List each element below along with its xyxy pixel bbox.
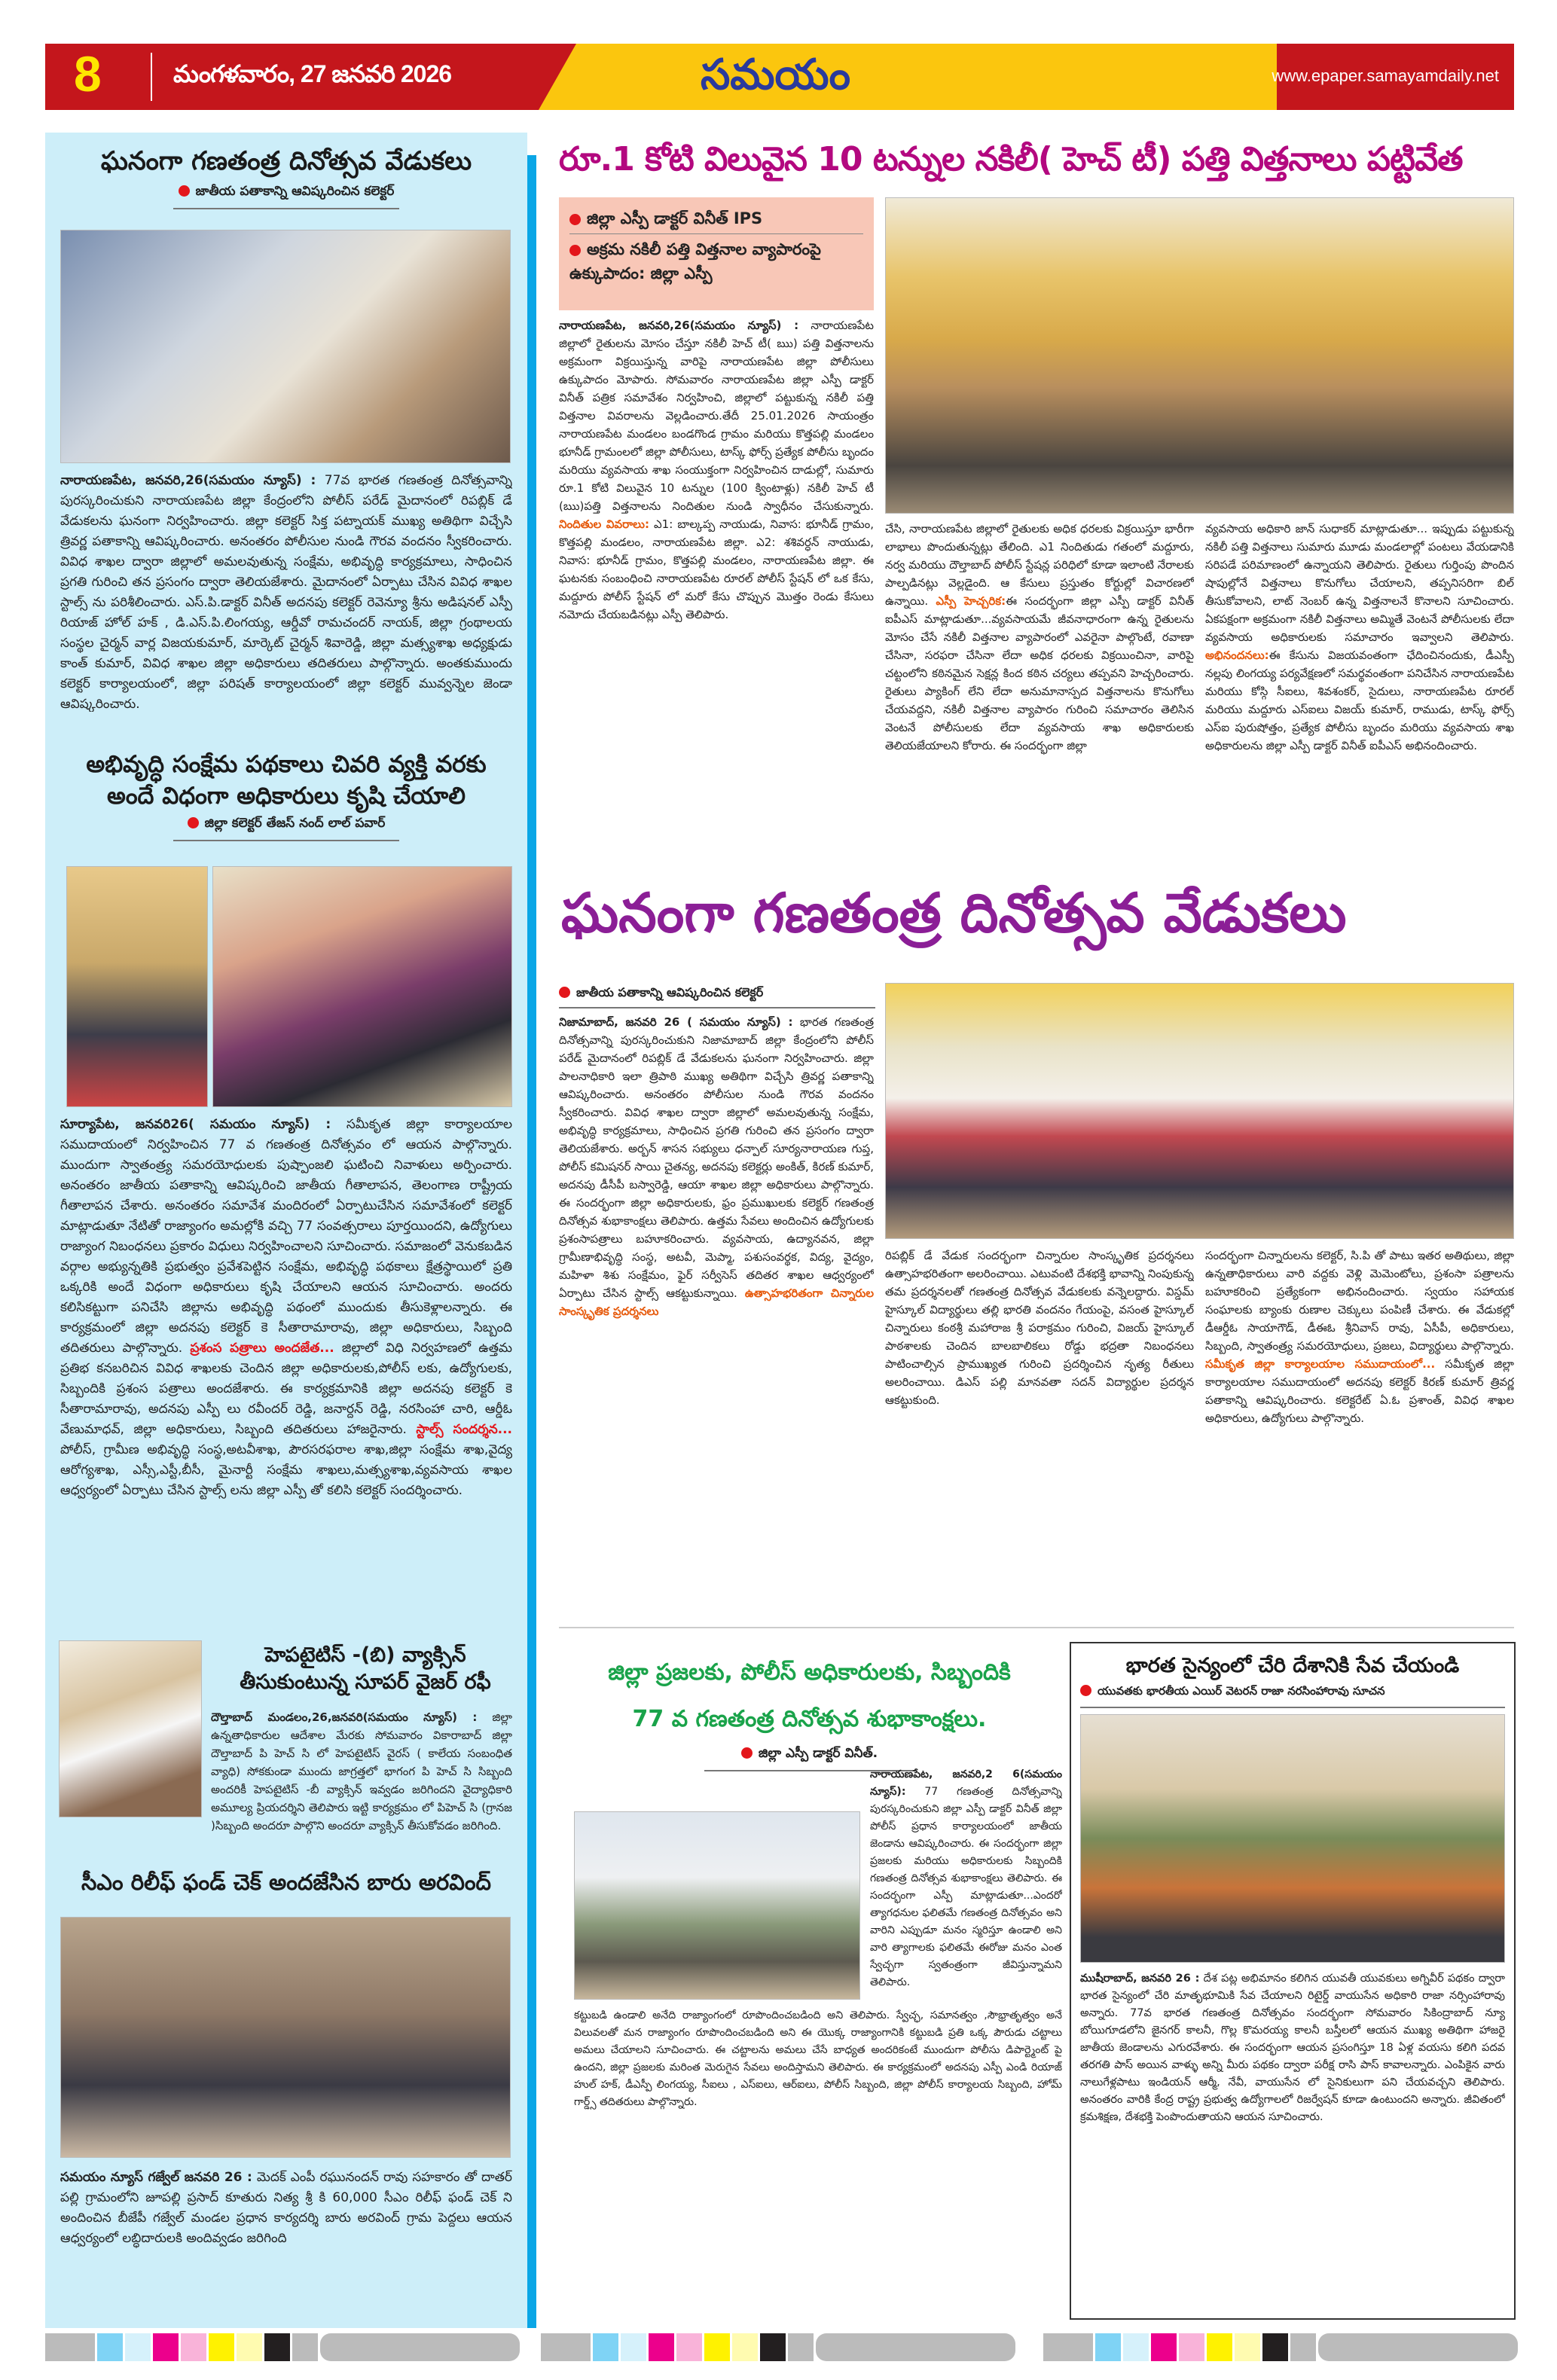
column-divider [527, 155, 536, 2328]
headline-line2: తీసుకుంటున్న సూపర్ వైజర్ రఫీ [240, 1671, 491, 1695]
section-highlight: సమీకృత జిల్లా కార్యాలయాల సముదాయంలో... [1205, 1357, 1436, 1371]
newspaper-logo: సమయం [701, 50, 850, 98]
bullet-icon [559, 987, 570, 998]
article-body: సమీకృత జిల్లా కార్యాలయాల సముదాయంలో అదనపు కలెక్టర్ కిరణ్ కుమార్ త్రివర్ణ పతాకాన్ని ఆవిష్కరించారు. కలెక్టరేట్ ఏ.ఓ ప్రశాంత్, వివిధ శాఖల అధికారులు, ఉద్యోగులు పాల్గొన్నారు. [1205, 1357, 1514, 1425]
lead-highlight-box [559, 197, 874, 310]
second-headline: ఘనంగా గణతంత్ర దినోత్సవ వేడుకలు [561, 881, 1347, 944]
subheadline: జాతీయ పతాకాన్ని ఆవిష్కరించిన కలెక్టర్ [195, 183, 395, 199]
dateline: నారాయణపేట, జనవరి,26(సమయం న్యూస్) : [559, 319, 799, 332]
article-body: జిల్లాలో విధి నిర్వహణలో ఉత్తమ ప్రతిభ కనబరిచిన వివిధ శాఖలకు చెందిన జిల్లా అధికారులకు,పోలీస్ లకు, ఉద్యోగులకు, సిబ్బందికి ప్రశంస పత్రాలు అందజేశారు. ఈ కార్యక్రమానికి జిల్లా అదనపు కలెక్టర్ కె సీతారామారావు, అదనపు ఎస్పీ లు రవీందర్ రెడ్డి, జనార్దన్ రెడ్డి, నరసింహా చారి, ఆర్డీఓ వేణుమాధవ్, జిల్లా అధికారులు, సిబ్బంది తదితరులు హాజరైనారు. [60, 1341, 512, 1437]
dateline: ముషీరాబాద్, జనవరి 26 : [1080, 1973, 1200, 1985]
article-body: ఎ1: బాల్కప్ప నాయుడు, నివాస: భూనీడ్ గ్రామం, కొత్తపల్లి మండలం, నారాయణపేట జిల్లా. ఎ2: శశివర్ధన్ నాయుడు, నివాస: భూనీడ్ గ్రామం, కొత్తపల్లి మండలం, నారాయణపేట జిల్లా. ఈ ఘటనకు సంబంధించి నారాయణపేట రూరల్ పోలీస్ స్టేషన్ లో ఒక కేసు, మద్దూరు పోలీస్ స్టేషన్ లో మరో కేసు చొప్పున మొత్తం రెండు కేసులు నమోదు చేయబడినట్లు ఎస్పీ తెలిపారు. [559, 517, 874, 621]
divider [559, 1007, 875, 1008]
article-body: సమీకృత జిల్లా కార్యాలయాల సముదాయంలో నిర్వహించిన 77 వ గణతంత్ర దినోత్సవం లో ఆయన పాల్గొన్నారు. ముందుగా స్వాతంత్ర్య సమరయోధులకు పుష్పాంజలి ఘటించి నివాళులు అర్పించారు. అనంతరం జాతీయ పతాకాన్ని ఆవిష్కరించి జాతీయ గీతాలాపన, తెలంగాణ రాష్ట్రీయ గీతాలాపన చేశారు. అనంతరం సమావేశ మందిరంలో ఏర్పాటుచేసిన సమావేశంలో కలెక్టర్ మాట్లాడుతూ నేటితో రాజ్యాంగం అమల్లోకి వచ్చి 77 సంవత్సరాలు పూర్తయిందని, ఉద్యోగులు రాజ్యాంగ నిబంధనలు ప్రకారం విధులు నిర్వహించాలని సూచించారు. సమాజంలో వెనుకబడిన వర్గాల అభ్యున్నతికి ప్రభుత్వం ప్రవేశపెట్టిన సంక్షేమ, అభివృద్ధి పథకాలు క్షేత్రస్థాయిలో ప్రతి ఒక్కరికి అందే విధంగా అధికారులు కృషి చేయాలని ఆయన సూచించారు. అందరు కలిసికట్టుగా పనిచేసి జిల్లాను అభివృద్ధి పథంలో ముందుకు తీసుకెళ్లాలన్నారు. ఈ కార్యక్రమంలో జిల్లా అదనపు కలెక్టర్ కె సీతారామారావు, జిల్లా అధికారులు, సిబ్బంది తదితరులు పాల్గొన్నారు. [60, 1117, 512, 1356]
article-body: జిల్లా ఉన్నతాధికారుల ఆదేశాల మేరకు సోమవారం వికారాబాద్ జిల్లా దౌల్తాబాద్ పి హెచ్ సి లో హెపటైటిస్ వైరస్ ( కాలేయ సంబంధిత వ్యాధి) సోకకుండా ముందు జాగ్రత్తలో భాగంగ పి హెచ్ సి సిబ్బంది అందరికీ హెపటైటిస్ -బీ వ్యాక్సిన్ ఇవ్వడం జరిగిందని వైద్యాధికారి అమూల్య ప్రియదర్శిని తెలిపారు ఇట్టి కార్యక్రమం లో పిహెచ్ సి (గ్రానజ )సిబ్బంది అందరూ పాల్గొని అందరూ వ్యాక్సిన్ తీసుకోవడం జరిగింది. [211, 1710, 512, 1832]
dateline: నారాయణపేట, జనవరి,2 6(సమయం న్యూస్): [870, 1768, 1062, 1798]
dateline: దౌల్తాబాద్ మండలం,26,జనవరి(సమయం న్యూస్) : [211, 1710, 478, 1724]
photo-certificate-presentation [212, 866, 512, 1107]
print-registration-bar [1043, 2333, 1518, 2361]
section-highlight: నిందితుల వివరాలు: [559, 517, 649, 531]
highlight-point: అక్రమ నకిలీ పత్తి విత్తనాల వ్యాపారంపై ఉక్కుపాదం: జిల్లా ఎస్పీ [569, 240, 821, 282]
section-highlight: ఎస్పీ హెచ్చరిక: [936, 594, 1006, 608]
article-body: పోలీస్, గ్రామీణ అభివృద్ధి సంస్థ,అటవీశాఖ, పౌరసరఫరాల శాఖ,జిల్లా సంక్షేమ శాఖ,వైద్య ఆరోగ్యశాఖ, ఎస్సీ,ఎస్టీ,బీసీ, మైనార్టీ సంక్షేమ శాఖలు,మత్స్యశాఖ,వ్యవసాయ శాఖల ఆధ్వర్యంలో ఏర్పాటు చేసిన స్టాల్స్ లను జిల్లా ఎస్పీ తో కలిసి కలెక్టర్ సందర్శించారు. [60, 1442, 512, 1498]
print-registration-bar [541, 2333, 1015, 2361]
article-body: 77వ భారత గణతంత్ర దినోత్సవాన్ని పురస్కరించుకుని నారాయణపేట జిల్లా కేంద్రంలోని పోలీస్ పరేడ్ మైదానంలో రిపబ్లిక్ డే వేడుకలను ఘనంగా నిర్వహించారు. జిల్లా కలెక్టర్ సిక్త పట్నాయక్ ముఖ్య అతిథిగా విచ్చేసి త్రివర్ణ పతాకాన్ని ఆవిష్కరించారు. అనంతరం పోలీసుల నుండి గౌరవ వందనం స్వీకరించారు. వివిధ శాఖల ద్వారా జిల్లాలో అమలవుతున్న సంక్షేమ, అభివృద్ధి కార్యక్రమాలు, సాధించిన ప్రగతి గురించి తన ప్రసంగం ద్వారా తెలియజేశారు. మైదానంలో ఏర్పాటు చేసిన వివిధ శాఖల స్టాల్స్ ను పరిశీలించారు. ఎస్.పి.డాక్టర్ వినీత్ అదనపు కలెక్టర్ రెవెన్యూ శ్రీను అడిషనల్ ఎస్పీ రియాజ్ హోల్ హక్ , డి.ఎస్.పి.లింగయ్య, ఆర్డీవో రామచందర్ నాయక్, జిల్లా గ్రంథాలయ సంస్థల చైర్మన్ వార్ల విజయకుమార్, మార్కెట్ చైర్మన్ శివారెడ్డి, జిల్లా మత్స్యశాఖ అధ్యక్షుడు కాంత్ కుమార్, వివిధ శాఖల జిల్లా అధికారులు తదితరులు పాల్గొన్నారు. అంతకుముందు కలెక్టర్ కార్యాలయంలో, జిల్లా పరిషత్ కార్యాలయంలో జిల్లా కలెక్టర్ మువ్వన్నెల జెండా ఆవిష్కరించారు. [60, 473, 512, 712]
epaper-link[interactable]: www.epaper.samayamdaily.net [1272, 66, 1499, 85]
article-body: భారత గణతంత్ర దినోత్సవాన్ని పురస్కరించుకుని నిజామాబాద్ జిల్లా కేంద్రంలోని పోలీస్ పరేడ్ మైదానంలో రిపబ్లిక్ డే వేడుకలను ఘనంగా నిర్వహించారు. జిల్లా పాలనాధికారి ఇలా త్రిపాఠి ముఖ్య అతిథిగా విచ్చేసి త్రివర్ణ పతాకాన్ని ఆవిష్కరించారు. అనంతరం పోలీసుల నుండి గౌరవ వందనం స్వీకరించారు. వివిధ శాఖల ద్వారా జిల్లాలో అమలవుతున్న సంక్షేమ, అభివృద్ధి కార్యక్రమాలు, సాధించిన ప్రగతి గురించి తన ప్రసంగం ద్వారా తెలియజేశారు. అర్బన్ శాసన సభ్యులు ధన్పాల్ సూర్యనారాయణ గుప్త, పోలీస్ కమిషనర్ సాయి చైతన్య, అదనపు కలెక్టర్లు అంకిత్, కిరణ్ కుమార్, అదనపు డీసీపీ బస్వారెడ్డి, ఆయా శాఖల జిల్లా అధికారులు పాల్గొన్నారు. ఈ సందర్భంగా జిల్లా అధికారులకు, ఫ్రం ప్రముఖులకు కలెక్టర్ గణతంత్ర దినోత్సవ శుభాకాంక్షలు తెలిపారు. ఉత్తమ సేవలు అందించిన ఉద్యోగులకు ప్రశంసాపత్రాలు బహూకరించారు. వ్యవసాయ, ఉద్యానవన, జిల్లా గ్రామీణాభివృద్ధి సంస్థ, అటవీ, మెప్మా, పశుసంవర్థక, విద్య, వైద్యం, మహిళా శిశు సంక్షేమం, ఫైర్ సర్వీసెస్ తదితర శాఖల ఆధ్వర్యంలో ఏర్పాటు చేసిన స్టాల్స్ ఆకట్టుకున్నాయి. [559, 1015, 874, 1300]
article-body: 77 గణతంత్ర దినోత్సవాన్ని పురస్కరించుకుని జిల్లా ఎస్పీ డాక్టర్ వినీత్ జిల్లా పోలీస్ ప్రధాన కార్యాలయంలో జాతీయ జెండాను ఆవిష్కరించారు. ఈ సందర్భంగా జిల్లా ప్రజలకు మరియు అధికారులకు సిబ్బందికి గణతంత్ర దినోత్సవ శుభాకాంక్షలు తెలిపారు. ఈ సందర్భంగా ఎస్పీ మాట్లాడుతూ...ఎందరో త్యాగధనుల ఫలితమే గణతంత్ర దినోత్సవం అని వారిని ఎప్పుడూ మనం స్మరిస్తూ ఉండాలి అని వారి త్యాగాలకు ఫలితమే ఈరోజు మనం ఎంత స్వేచ్ఛగా స్వతంత్రంగా జీవిస్తున్నామని తెలిపారు. [870, 1786, 1062, 1988]
subheadline: జాతీయ పతాకాన్ని ఆవిష్కరించిన కలెక్టర్ [576, 985, 764, 999]
headline-cm-relief-fund: సీఎం రిలీఫ్ ఫండ్ చెక్ అందజేసిన బారు అరవింద్ [81, 1869, 492, 1895]
photo-flag-hoisting [60, 230, 511, 463]
headline-line2: 77 వ గణతంత్ర దినోత్సవ శుభాకాంక్షలు. [632, 1706, 987, 1732]
bullet-icon [179, 185, 190, 197]
article-join-army [1070, 1642, 1516, 2320]
subheadline: జిల్లా ఎస్పీ డాక్టర్ వినీత్. [758, 1746, 878, 1761]
section-highlight: ప్రశంస పత్రాలు అందజేత... [190, 1341, 334, 1356]
article-body: దేశ పట్ల అభిమానం కలిగిన యువతీ యువకులు అగ్నివీర్ పథకం ద్వారా భారత సైన్యంలో చేరి మాతృభూమికి సేవ చేయాలని రిటైర్డ్ వాయుసేన అధికారి రాజా నర్సింహారావు అన్నారు. 77వ భారత గణతంత్ర దినోత్సవం సందర్భంగా సోమవారం సికింద్రాబాద్ న్యూ బోయిగూడలోని జైనగర్ కాలనీ, గొల్ల కొమరయ్య కాలనీ బస్తీలలో ఆయన ముఖ్య అతిథిగా హాజరై జాతీయ జెండాలను ఎగురవేశారు. ఈ సందర్భంగా ఆయన ప్రసంగిస్తూ 18 ఏళ్ల వయసు కలిగి పదవ తరగతి పాస్ అయిన వాళ్ళు అన్ని మీరు పథకం ద్వారా పరీక్ష రాసి పాస్ కావాలన్నారు. ఎంపికైన వారు నాలుగేళ్లపాటు ఇండియన్ ఆర్మీ, నేవీ, వాయుసేన లో సైనికులుగా పని చేయవచ్చని తెలిపారు. అనంతరం వారికి కేంద్ర రాష్ట్ర ప్రభుత్వ ఉద్యోగాలలో రిజర్వేషన్ కూడా ఉంటుందని అన్నారు. జీవితంలో క్రమశిక్షణ, దేశభక్తి పెంపొందుతాయని ఆయన సూచించారు. [1080, 1973, 1505, 2124]
subheadline: జిల్లా కలెక్టర్ తేజస్ నంద్ లాల్ పవార్ [204, 815, 386, 831]
headline-line2: అందే విధంగా అధికారులు కృషి చేయాలి [107, 782, 466, 810]
dateline: నారాయణపేట, జనవరి,26(సమయం న్యూస్) : [60, 473, 316, 488]
photo-seized-seeds [885, 197, 1514, 514]
bullet-icon [569, 214, 581, 225]
article-body: వ్యవసాయ అధికారి జాన్ సుధాకర్ మాట్లాడుతూ... ఇప్పుడు పట్టుకున్న నకిలీ పత్తి విత్తనాలు సుమారు మూడు మండలాల్లో పంటలు వేయడానికి సరిపడే పరిమాణంలో ఉన్నాయని తెలిపారు. రైతులు గుర్తింపు పొందిన షాపుల్లోనే విత్తనాలు కొనుగోలు చేయాలని, తప్పనిసరిగా బిల్ తీసుకోవాలని, లాట్ నెంబర్ ఉన్న విత్తనాలనే కొనాలని సూచించారు. ఏకపక్షంగా అక్రమంగా నకిలీ విత్తనాలు అమ్మితే వెంటనే పోలీసులకు లేదా వ్యవసాయ అధికారులకు సమాచారం ఇవ్వాలని తెలిపారు. [1205, 522, 1514, 644]
highlight-point: జిల్లా ఎస్పీ డాక్టర్ వినీత్ IPS [587, 209, 763, 227]
article-collector-welfare [53, 749, 520, 841]
divider [173, 840, 399, 841]
divider [1080, 1707, 1505, 1708]
bullet-icon [569, 245, 581, 256]
article-body: రిపబ్లిక్ డే వేడుక సందర్భంగా చిన్నారుల సాంస్కృతిక ప్రదర్శనలు ఉత్సాహభరితంగా అలరించాయి. ఎటువంటి దేశభక్తి భావాన్ని నింపుకున్న తమ ప్రదర్శనలతో గణతంత్ర దినోత్సవ వేడుకలకు వన్నెలద్దారు. విస్డమ్ హైస్కూల్ విద్యార్థులు తల్లి భారతి వందనం గేయంపై, వసంత హైస్కూల్ చిన్నారులు కంఠశ్రీ మహారాజ శ్రీ పరాక్రమం గురించి, విజయ్ హైస్కూల్ పాఠశాలకు చెందిన బాలబాలికలు రోడ్డు భద్రతా నిబంధనలు పాటించాల్సిన ప్రాముఖ్యత గురించి ప్రదర్శించిన నృత్య రీతులు అలరించాయి. డిఎస్ పల్లి మానవతా సదన్ విద్యార్థుల ప్రదర్శన ఆకట్టుకుంది. [885, 1249, 1194, 1407]
issue-date: మంగళవారం, 27 జనవరి 2026 [173, 60, 452, 87]
bullet-icon [1080, 1685, 1091, 1696]
divider [151, 53, 152, 101]
headline-line1: హెపటైటిస్ -(బి) వ్యాక్సిన్ [264, 1643, 466, 1667]
photo-calendar-release [885, 983, 1514, 1239]
divider [559, 1627, 1514, 1628]
headline-line1: అభివృద్ధి సంక్షేమ పథకాలు చివరి వ్యక్తి వరకు [86, 751, 487, 778]
photo-flag-hoisting-colony [1080, 1714, 1505, 1963]
dateline: సమయం న్యూస్ గజ్వేల్ జనవరి 26 : [60, 2170, 252, 2185]
section-highlight: అభినందనలు: [1205, 648, 1269, 662]
article-body: ఈ కేసును విజయవంతంగా ఛేదించినందుకు, డీఎస్పీ నల్లపు లింగయ్య పర్యవేక్షణలో సమర్థవంతంగా పనిచేసిన నారాయణపేట మరియు కోస్గి సీఐలు, శివశంకర్, సైదులు, నారాయణపేట రూరల్ మరియు మద్దూరు ఎస్ఐలు విజయ్ కుమార్, రాముడు, టాస్క్ ఫోర్స్ ఎస్ఐ పురుషోత్తం, ప్రత్యేక పోలీసు బృందం మరియు వ్యవసాయ శాఖ అధికారులను జిల్లా ఎస్పీ డాక్టర్ వినీత్ ఐపీఎస్ అభినందించారు. [1205, 648, 1514, 752]
dateline: సూర్యాపేట, జనవరి26( సమయం న్యూస్) : [60, 1117, 331, 1132]
article-body: మెదక్ ఎంపీ రఘునందన్ రావు సహకారం తో దాతర్ పల్లి గ్రామంలోని జూపల్లి ప్రసాద్ కూతురు నిత్య శ్రీ కి 60,000 సీఎం రిలీఫ్ ఫండ్ చెక్ ని అందించిన బీజేపీ గజ్వేల్ మండల ప్రధాన కార్యదర్శి బారు అరవింద్ గ్రామ పెద్దలు ఆయన ఆధ్వర్యంలో లబ్ధిదారులకి అందివ్వడం జరిగింది [60, 2170, 512, 2246]
article-body: నారాయణపేట జిల్లాలో రైతులను మోసం చేస్తూ నకిలీ హెచ్ టీ( ఋ) పత్తి విత్తనాలను అక్రమంగా విక్రయిస్తున్న వారిపై నారాయణపేట జిల్లా పోలీసులు ఉక్కుపాదం మోపారు. సోమవారం నారాయణపేట జిల్లా ఎస్పీ డాక్టర్ వినీత్ పత్రిక సమావేశం నిర్వహించి, జిల్లాలో పట్టుకున్న నకిలీ పత్తి విత్తనాల వివరాలను వెల్లడించారు.తేదీ 25.01.2026 సాయంత్రం నారాయణపేట మండలం బండగొండ గ్రామం మరియు కొత్తపల్లి మండలం భూనీడ్ గ్రామంలలో జిల్లా పోలీసులు, టాస్క్ ఫోర్స్ ప్రత్యేక పోలీసు బృందం మరియు వ్యవసాయ శాఖ సంయుక్తంగా నిర్వహించిన దాడుల్లో, సుమారు రూ.1 కోటి విలువైన 10 టన్నుల (100 క్వింటాళ్లు) నకిలీ హెచ్ టీ (ఋ)పత్తి విత్తనాలను నిందితుల నుండి స్వాధీనం చేసుకున్నారు. [559, 319, 874, 513]
article-republic-day-narayanpet [53, 145, 520, 209]
masthead-bar [45, 44, 1514, 110]
dateline: నిజామాబాద్, జనవరి 26 ( సమయం న్యూస్) : [559, 1015, 793, 1029]
divider [173, 208, 399, 209]
article-body: ఈ సందర్భంగా జిల్లా ఎస్పీ డాక్టర్ వినీత్ ఐపీఎస్ మాట్లాడుతూ...వ్యవసాయమే జీవనాధారంగా ఉన్న రైతులను మోసం చేసే నకిలీ విత్తనాల వ్యాపారంలో ఎవరైనా పాల్గొంటే, రవాణా చేసినా, సరఫరా చేసినా లేదా అధిక ధరలకు విక్రయించినా, వారిపై చట్టంలోని కఠినమైన సెక్షన్ల కింద కఠిన చర్యలు తప్పవని హెచ్చరించారు. రైతులు ప్యాకింగ్ లేని లేదా అనుమానాస్పద విత్తనాలను కొనుగోలు చేయవద్దని, నకిలీ విత్తనాల వ్యాపారం గురించి సమాచారం తెలిసిన వెంటనే పోలీసులకు లేదా వ్యవసాయ శాఖ అధికారులకు తెలియజేయాలని కోరారు. ఈ సందర్భంగా జిల్లా [885, 594, 1194, 752]
photo-flag-police-hq [574, 1811, 860, 2000]
article-body: సందర్భంగా చిన్నారులను కలెక్టర్, సి.పి తో పాటు ఇతర అతిథులు, జిల్లా ఉన్నతాధికారులు వారి వద్దకు వెళ్లి మెమెంటోలు, ప్రశంసా పత్రాలను బహూకరించి ప్రత్యేకంగా అభినందించారు. స్వయం సహాయక సంఘాలకు బ్యాంకు రుణాల చెక్కులు పంపిణీ చేశారు. ఈ వేడుకల్లో డీఆర్డీఓ సాయాగౌడ్, డీఈఓ శ్రీనివాస్ రావు, ఏసీపీ, అధికారులు, సిబ్బంది, స్వాతంత్ర్య సమరయోధులు, ప్రజలు, విద్యార్థులు పాల్గొన్నారు. [1205, 1249, 1514, 1353]
bullet-icon [741, 1747, 753, 1759]
lead-headline: రూ.1 కోటి విలువైన 10 టన్నుల నకిలీ( హెచ్ టీ) పత్తి విత్తనాలు పట్టివేత [559, 140, 1463, 178]
headline: భారత సైన్యంలో చేరి దేశానికి సేవ చేయండి [1125, 1654, 1460, 1677]
subheadline: యువతకు భారతీయ ఎయిర్ వెటరన్ రాజా నరసింహారావు సూచన [1098, 1684, 1385, 1698]
bullet-icon [188, 817, 199, 828]
article-body: చేసి, నారాయణపేట జిల్లాలో రైతులకు అధిక ధరలకు విక్రయిస్తూ భారీగా లాభాలు పొందుతున్నట్లు తేలింది. ఎ1 నిందితుడు గతంలో మద్దూరు, నర్వ మరియు దౌల్తాబాద్ పోలీస్ స్టేషన్ల పరిధిలో కూడా ఇలాంటి నేరాలకు పాల్పడినట్లు వెల్లడైంది. ఆ కేసులు ప్రస్తుతం కోర్టుల్లో విచారణలో ఉన్నాయి. [885, 522, 1194, 608]
article-hepatitis-vaccine [211, 1642, 520, 1697]
section-highlight: ఉత్సాహభరితంగా చిన్నారుల సాంస్కృతిక ప్రదర్శనలు [559, 1286, 874, 1318]
masthead-yellow-band [539, 44, 1277, 110]
page-number: 8 [74, 46, 102, 102]
section-highlight: స్టాల్స్ సందర్శన... [416, 1422, 512, 1437]
headline-line1: జిల్లా ప్రజలకు, పోలీస్ అధికారులకు, సిబ్బందికి [608, 1659, 1011, 1686]
photo-collector-stage [66, 866, 208, 1107]
article-body: కట్టుబడి ఉండాలి అనేది రాజ్యాంగంలో రూపొందించబడింది అని తెలిపారు. స్వేచ్ఛ, సమానత్వం ,సౌభ్రాతృత్వం అనే విలువలతో మన రాజ్యాంగం రూపొందించబడింది అని ఈ యొక్క రాజ్యాంగానికి కట్టుబడి ప్రతి ఒక్క పౌరుడు చట్టాలు అమలు చేయాలని సూచించారు. ఈ చట్టాలను అమలు చేసే బాధ్యత అందరికంటే ముందుగా పోలీసు డిపార్ట్మెంట్ పై ఉందని, జిల్లా ప్రజలకు మరింత మెరుగైన సేవలు అందిస్తామని తెలిపారు. ఈ కార్యక్రమంలో అదనపు ఎస్పీ ఎండి రియాజ్ హుల్ హక్, డీఎస్పీ లింగయ్య, సీఐలు , ఎస్ఐలు, ఆర్ఐలు, పోలీస్ సిబ్బంది, జిల్లా పోలీస్ కార్యాలయ సిబ్బంది, హోమ్ గార్డ్స్ తదితరులు పాల్గొన్నారు. [574, 2009, 1062, 2108]
headline: ఘనంగా గణతంత్ర దినోత్సవ వేడుకలు [100, 146, 472, 176]
article-sp-greetings [559, 1649, 1060, 1771]
photo-cheque-handover [60, 1917, 511, 2158]
print-registration-bar [45, 2333, 520, 2361]
